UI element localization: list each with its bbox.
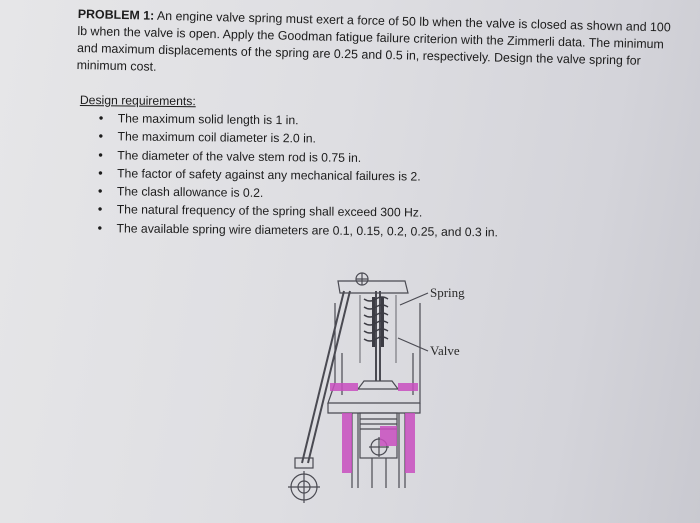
requirement-item: • The natural frequency of the spring shall exceed 300 Hz. [97,201,423,221]
bullet-icon: • [98,110,104,126]
bullet-icon: • [97,201,103,217]
requirements-title: Design requirements: [79,93,196,109]
valve-label: Valve [430,343,460,358]
bullet-icon: • [97,219,103,236]
problem-text: An engine valve spring must exert a force of 50 lb when the valve is closed as shown and 100 lb when the valve is open. Apply the Goodman fatigue failure criterion with the Zimmerli data. The minimum and maximum displacements of the spring are 0.25 and 0.5 in, respectively. Design the valve spring for minimum cost. [76,8,671,74]
requirement-item: • The diameter of the valve stem rod is 0.75 in. [98,146,362,165]
valve-mechanism-drawing [280,263,510,518]
problem-label: PROBLEM 1: [77,6,155,23]
requirement-item: • The factor of safety against any mechanical failures is 2. [98,165,421,184]
valve-spring-figure [280,263,510,518]
bullet-icon: • [98,146,103,162]
requirement-item: • The maximum solid length is 1 in. [98,110,299,128]
problem-statement [76,6,681,88]
bullet-icon: • [97,183,103,199]
bullet-icon: • [98,128,104,144]
requirements-list [78,109,549,242]
requirement-item: • The maximum coil diameter is 2.0 in. [98,128,317,146]
requirement-item: • The available spring wire diameters are 0.1, 0.15, 0.2, 0.25, and 0.3 in. [97,219,499,240]
design-requirements [78,93,549,242]
spring-label: Spring [430,285,465,300]
requirement-item: • The clash allowance is 0.2. [97,183,264,201]
bullet-icon: • [98,165,103,181]
